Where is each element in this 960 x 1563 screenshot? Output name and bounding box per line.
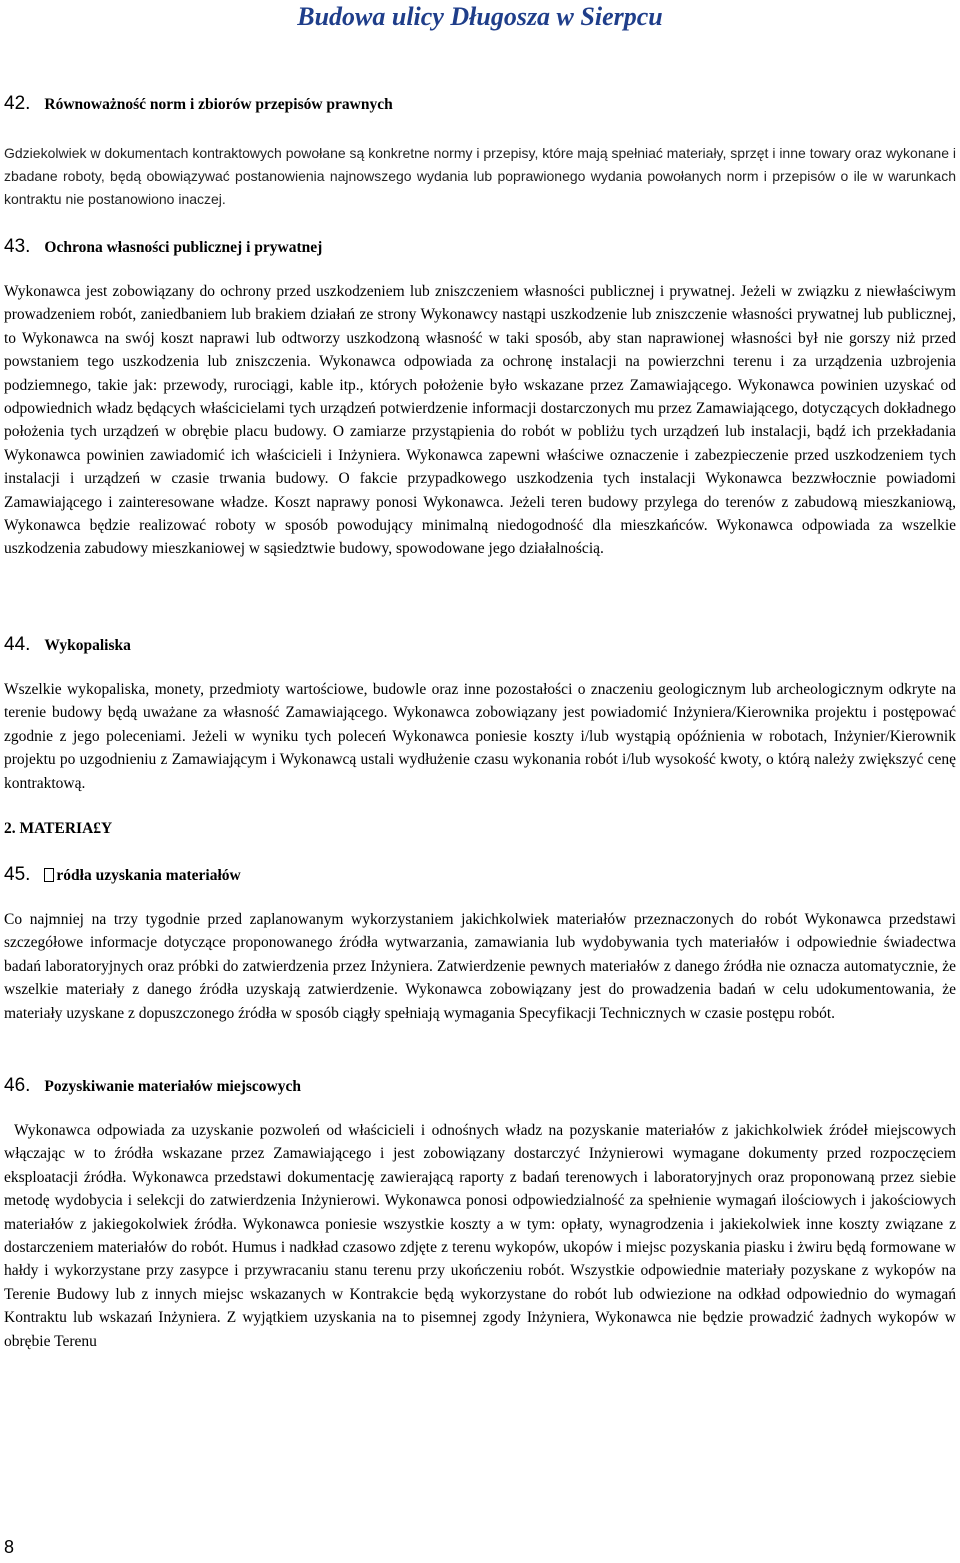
section-45 — [4, 862, 956, 1025]
section-heading — [4, 91, 956, 117]
section-46 — [4, 1073, 956, 1353]
missing-glyph-icon — [44, 868, 54, 882]
section-44 — [4, 632, 956, 795]
section-number: 45. — [4, 864, 31, 885]
section-42 — [4, 91, 956, 212]
section-heading — [4, 632, 956, 658]
page-number: 8 — [4, 1537, 15, 1557]
section-title-wrap — [44, 867, 240, 884]
section-number: 43. — [4, 236, 31, 257]
document-header-title: Budowa ulicy Długosza w Sierpcu — [297, 2, 663, 31]
chapter-heading: 2. MATERIA£Y — [4, 820, 113, 837]
section-number: 42. — [4, 93, 31, 114]
section-body: Wszelkie wykopaliska, monety, przedmioty wartościowe, budowle oraz inne pozostałości o znaczeniu geologicznym lub archeologicznym odkryte na terenie budowy będą uważane za własność Zamawiającego. Wykonawca zobowiązany jest powiadomić Inżyniera/Kierownika projektu i postępować zgodnie z jego poleceniami. Jeżeli w wyniku tych poleceń Wykonawca poniesie koszty i/lub wystąpią opóźnienia w robotach, Inżynier/Kierownik projektu po uzgodnieniu z Zamawiającym i Wykonawcą ustali wydłużenie czasu wykonania robót i/lub wysokość kwoty, o którą należy zwiększyć cenę kontraktową. — [4, 681, 956, 792]
section-heading — [4, 862, 956, 888]
section-number: 46. — [4, 1075, 31, 1096]
section-body: Wykonawca jest zobowiązany do ochrony przed uszkodzeniem lub zniszczeniem własności publicznej i prywatnej. Jeżeli w związku z niewłaściwym prowadzeniem robót, zaniedbaniem lub brakiem działań ze strony Wykonawcy nastąpi uszkodzenie lub zniszczenie własności prywatnej lub publicznej, to Wykonawca na swój koszt naprawi lub odtworzy uszkodzoną własność w taki sposób, aby stan naprawionej własności był nie gorszy niż przed powstaniem tego uszkodzenia lub zniszczenia. Wykonawca odpowiada za ochronę instalacji na powierzchni terenu i za urządzenia uzbrojenia podziemnego, takie jak: przewody, rurociągi, kable itp., których położenie było wskazane przez Zamawiającego. Wykonawca powinien uzyskać od odpowiednich władz będących właścicielami tych urządzeń potwierdzenie informacji dostarczonych mu przez Zamawiającego, dotyczących dokładnego położenia tych urządzeń w obrębie placu budowy. O zamiarze przystąpienia do robót w pobliżu tych urządzeń lub instalacji, bądź ich przekładania Wykonawca powinien zawiadomić ich właścicieli i Inżyniera. Wykonawca zapewni właściwe oznaczenie i zabezpieczenie przed uszkodzeniem tych instalacji i urządzeń w czasie trwania budowy. O fakcie przypadkowego uszkodzenia tych instalacji Wykonawca bezzwłocznie powiadomi Zamawiającego i zainteresowane władze. Koszt naprawy ponosi Wykonawca. Jeżeli teren budowy przylega do terenów z zabudową mieszkaniową, Wykonawca będzie realizować roboty w sposób powodujący minimalną niedogodność dla mieszkańców. Wykonawca odpowiada za wszelkie uszkodzenia zabudowy mieszkaniowej w sąsiedztwie budowy, spowodowane jego działalnością. — [4, 283, 956, 558]
section-heading — [4, 234, 956, 260]
section-title: Wykopaliska — [44, 637, 131, 654]
section-title: ródła uzyskania materiałów — [56, 867, 241, 884]
section-title: Ochrona własności publicznej i prywatnej — [44, 239, 323, 256]
section-number: 44. — [4, 634, 31, 655]
section-title: Równoważność norm i zbiorów przepisów prawnych — [44, 96, 393, 113]
section-title: Pozyskiwanie materiałów miejscowych — [44, 1078, 301, 1095]
section-body: Gdziekolwiek w dokumentach kontraktowych powołane są konkretne normy i przepisy, które mają spełniać materiały, sprzęt i inne towary oraz wykonane i zbadane roboty, będą obowiązywać postanowienia najnowszego wydania lub poprawionego wydania powołanych norm i przepisów o ile w warunkach kontraktu nie postanowiono inaczej. — [4, 145, 956, 208]
section-body: Wykonawca odpowiada za uzyskanie pozwoleń od właścicieli i odnośnych władz na pozyskanie materiałów z jakichkolwiek źródeł miejscowych włączając w to źródła wskazane przez Zamawiającego i jest zobowiązany dostarczyć Inżynierowi wymagane dokumenty przed rozpoczęciem eksploatacji źródła. Wykonawca przedstawi dokumentację zawierającą raporty z badań terenowych i laboratoryjnych oraz proponowaną przez siebie metodę wydobycia i selekcji do zatwierdzenia Inżynierowi. Wykonawca ponosi odpowiedzialność za spełnienie wymagań ilościowych i jakościowych materiałów z jakiegokolwiek źródła. Wykonawca poniesie wszystkie koszty a w tym: opłaty, wynagrodzenia i jakiekolwiek inne koszty związane z dostarczeniem materiałów do robót. Humus i nadkład czasowo zdjęte z terenu wykopów, ukopów i miejsc pozyskania piasku i żwiru będą formowane w hałdy i wykorzystane przy zasypce i przywracaniu stanu terenu przy ukończeniu robót. Wszystkie odpowiednie materiały pozyskane z wykopów na Terenie Budowy lub z innych miejsc wskazanych w Kontrakcie będą wykorzystane do robót lub odwiezione na odkład odpowiednio do wymagań Kontraktu lub wskazań Inżyniera. Z wyjątkiem uzyskania na to pisemnej zgody Inżyniera, Wykonawca nie będzie prowadzić żadnych wykopów w obrębie Terenu — [4, 1122, 956, 1350]
section-43 — [4, 234, 956, 561]
section-body: Co najmniej na trzy tygodnie przed zaplanowanym wykorzystaniem jakichkolwiek materiałów przeznaczonych do robót Wykonawca przedstawi szczegółowe informacje dotyczące proponowanego źródła wytwarzania, zamawiania lub wydobywania tych materiałów i odpowiednie świadectwa badań laboratoryjnych oraz próbki do zatwierdzenia przez Inżyniera. Zatwierdzenie pewnych materiałów z danego źródła nie oznacza automatycznie, że wszelkie materiały z danego źródła uzyskają zatwierdzenie. Wykonawca zobowiązany jest do prowadzenia badań w celu udokumentowania, że materiały uzyskane z dopuszczonego źródła w sposób ciągły spełniają wymagania Specyfikacji Technicznych w czasie postępu robót. — [4, 911, 956, 1022]
section-heading — [4, 1073, 956, 1099]
